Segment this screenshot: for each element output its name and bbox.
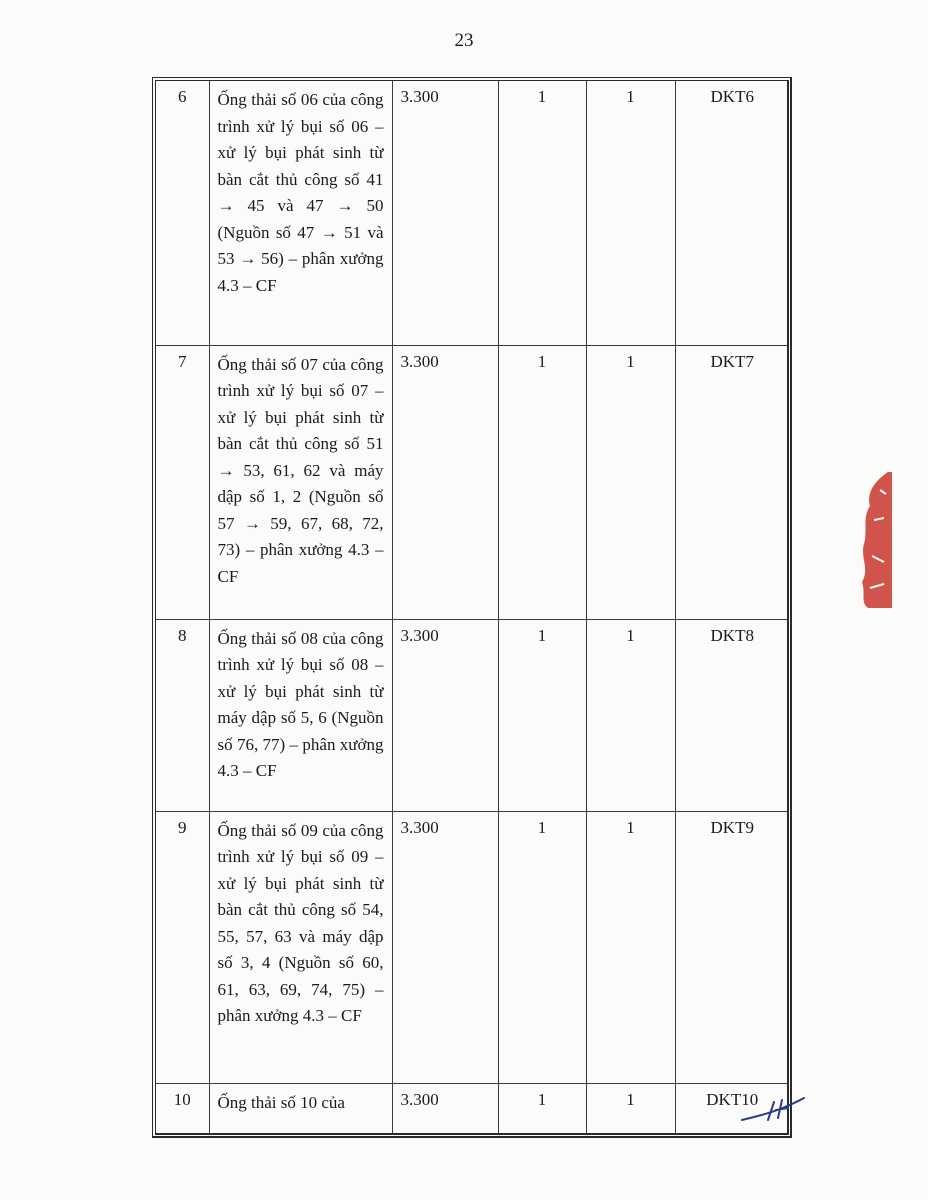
source-description: Ống thải số 08 của công trình xử lý bụi số 08 – xử lý bụi phát sinh từ máy dập số 5, 6 (Nguồn số 76, 77) – phân xưởng 4.3 – CF <box>209 619 392 811</box>
count-b: 1 <box>586 345 675 619</box>
row-number: 10 <box>156 1083 209 1133</box>
count-a: 1 <box>498 811 586 1083</box>
source-code: DKT8 <box>675 619 789 811</box>
source-code: DKT6 <box>675 81 789 345</box>
count-b: 1 <box>586 619 675 811</box>
source-code: DKT7 <box>675 345 789 619</box>
table-row <box>156 619 789 811</box>
row-number: 7 <box>156 345 209 619</box>
source-description: Ống thải số 06 của công trình xử lý bụi số 06 – xử lý bụi phát sinh từ bàn cắt thủ công số 41 → 45 và 47 → 50 (Nguồn số 47 → 51 và 53 → 56) – phân xưởng 4.3 – CF <box>209 81 392 345</box>
flow-value: 3.300 <box>392 345 498 619</box>
red-seal-stamp-edge <box>858 470 892 610</box>
flow-value: 3.300 <box>392 81 498 345</box>
table-frame <box>152 77 792 1138</box>
source-description: Ống thải số 09 của công trình xử lý bụi số 09 – xử lý bụi phát sinh từ bàn cắt thủ công số 54, 55, 57, 63 và máy dập số 3, 4 (Nguồn số 60, 61, 63, 69, 74, 75) – phân xưởng 4.3 – CF <box>209 811 392 1083</box>
flow-value: 3.300 <box>392 619 498 811</box>
count-b: 1 <box>586 811 675 1083</box>
source-code: DKT10 <box>675 1083 789 1133</box>
table-row <box>156 81 789 345</box>
source-description: Ống thải số 07 của công trình xử lý bụi số 07 – xử lý bụi phát sinh từ bàn cắt thủ công số 51 → 53, 61, 62 và máy dập số 1, 2 (Nguồn số 57 → 59, 67, 68, 72, 73) – phân xưởng 4.3 – CF <box>209 345 392 619</box>
table-row <box>156 1083 789 1133</box>
row-number: 6 <box>156 81 209 345</box>
emission-source-table <box>156 81 789 1134</box>
initial-signature <box>738 1090 808 1130</box>
page-number: 23 <box>454 30 474 51</box>
count-b: 1 <box>586 81 675 345</box>
source-description: Ống thải số 10 của <box>209 1083 392 1133</box>
count-a: 1 <box>498 345 586 619</box>
flow-value: 3.300 <box>392 1083 498 1133</box>
count-b: 1 <box>586 1083 675 1133</box>
flow-value: 3.300 <box>392 811 498 1083</box>
count-a: 1 <box>498 1083 586 1133</box>
row-number: 9 <box>156 811 209 1083</box>
source-code: DKT9 <box>675 811 789 1083</box>
table-row <box>156 345 789 619</box>
count-a: 1 <box>498 619 586 811</box>
table-row <box>156 811 789 1083</box>
row-number: 8 <box>156 619 209 811</box>
count-a: 1 <box>498 81 586 345</box>
